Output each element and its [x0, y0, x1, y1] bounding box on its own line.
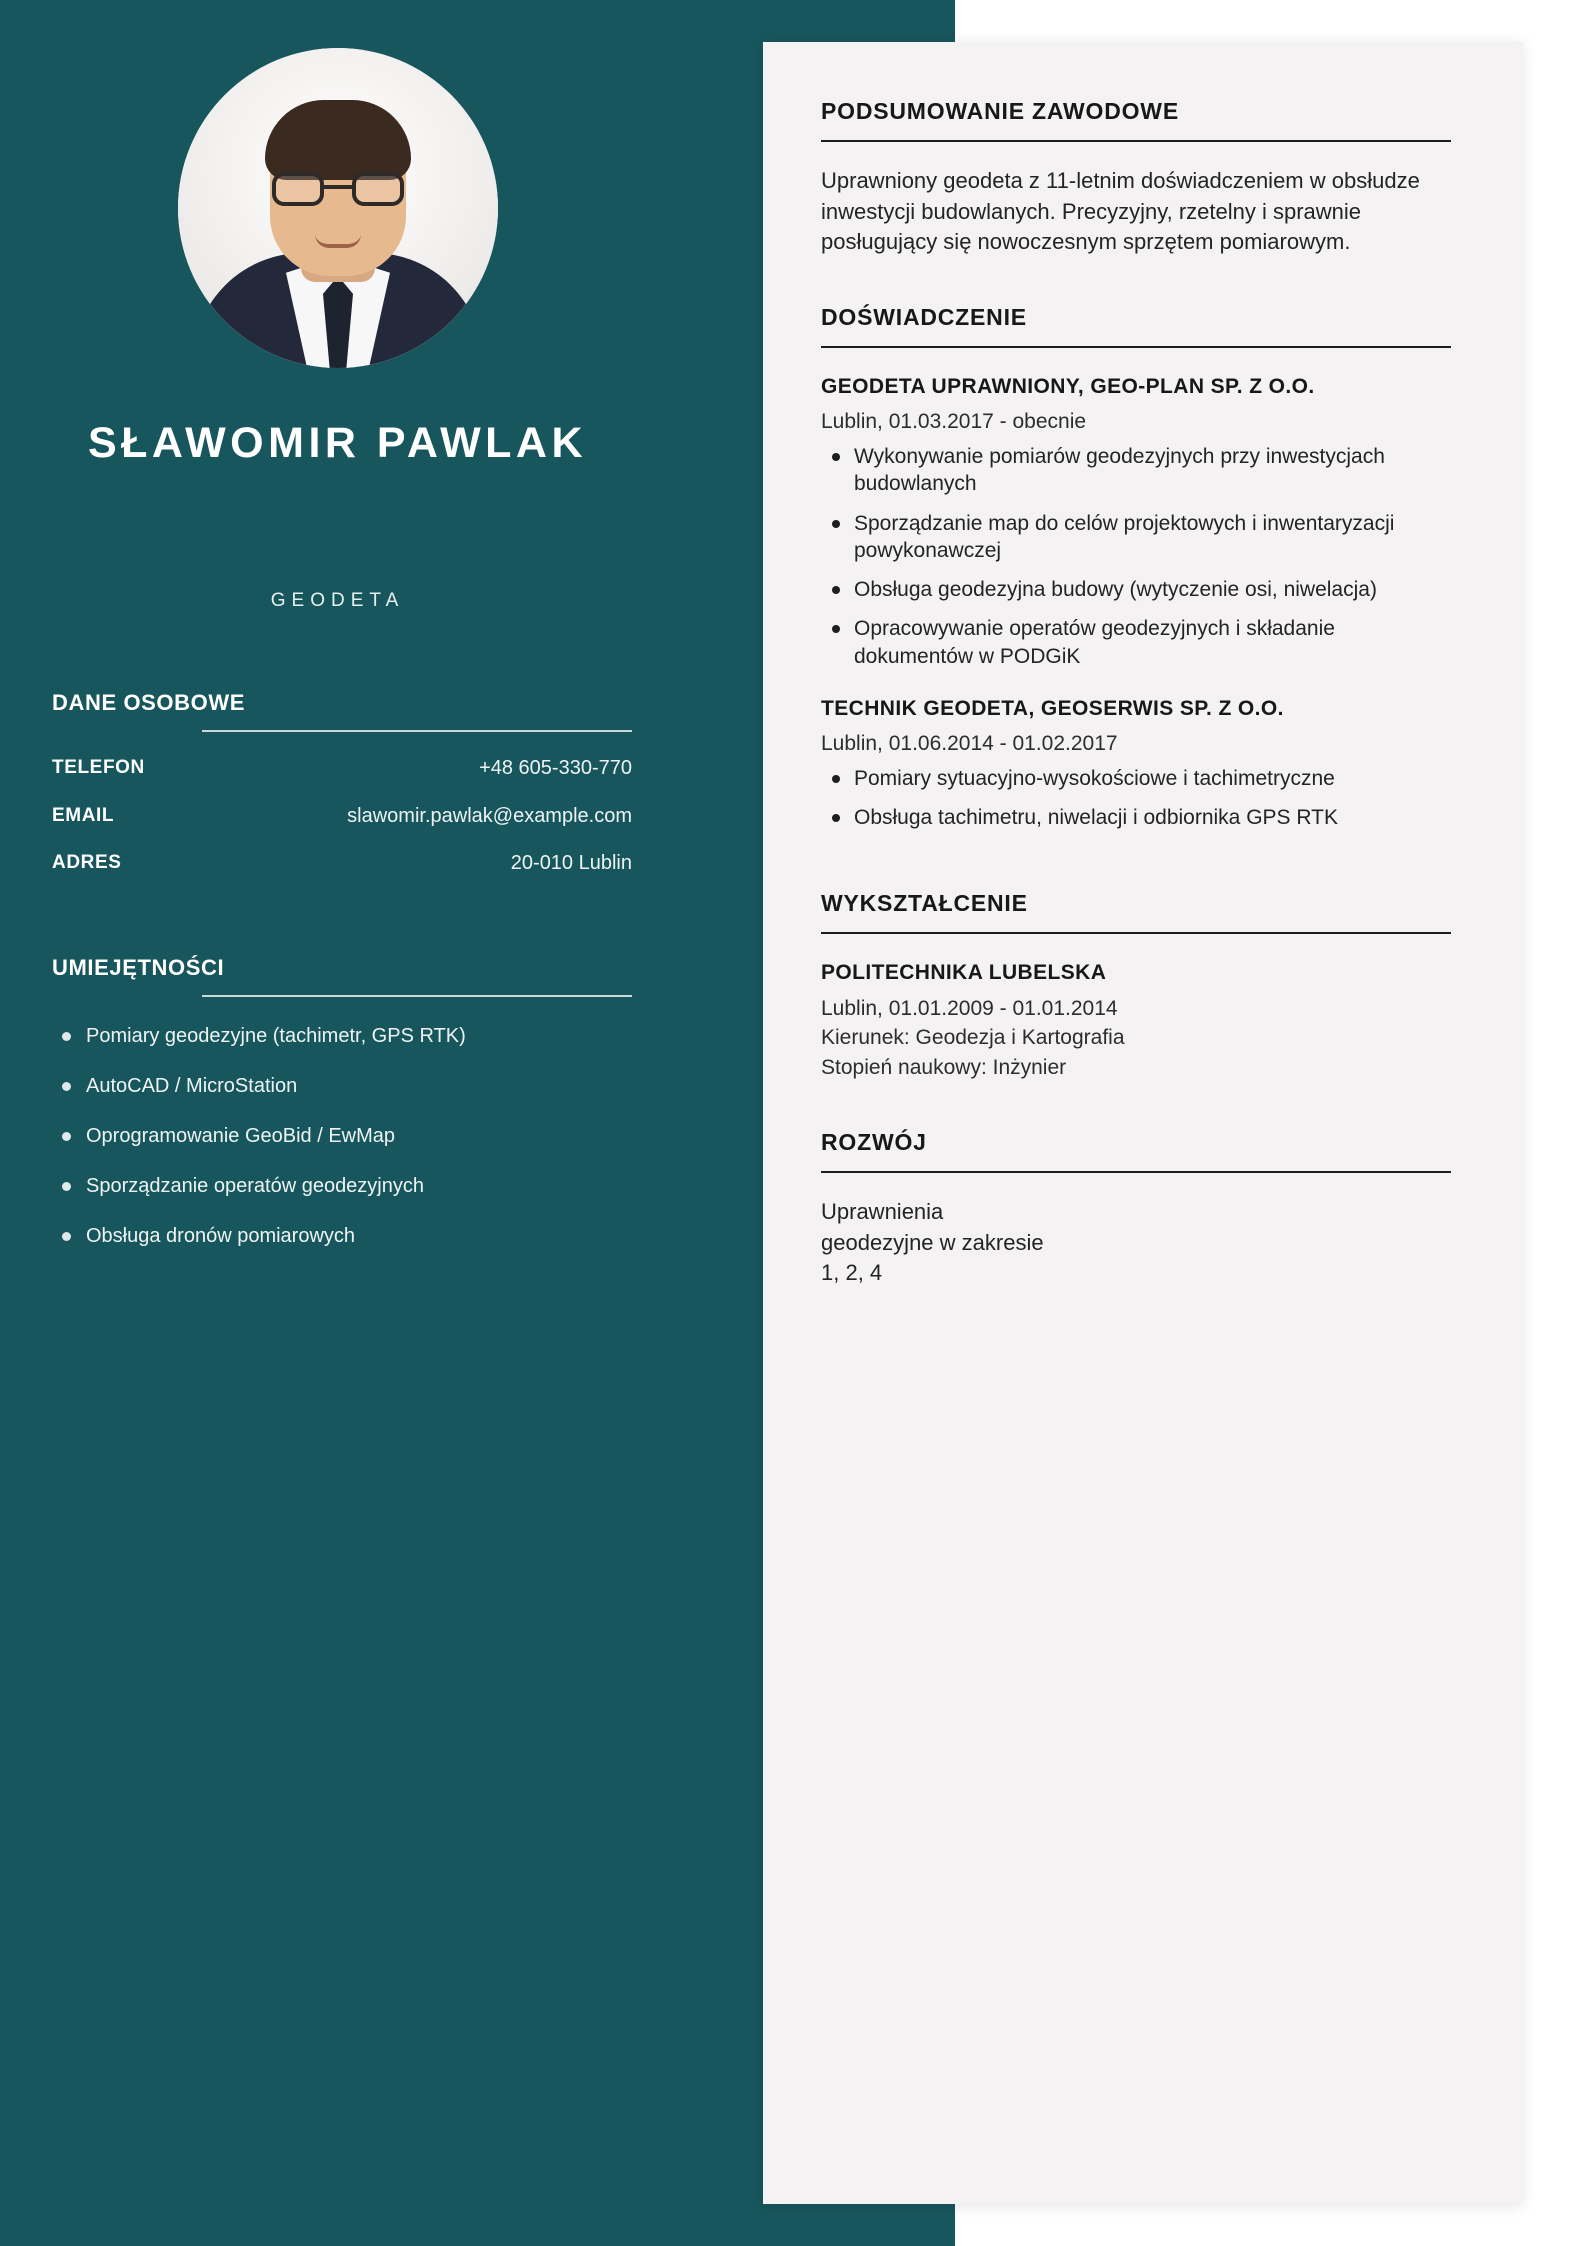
spacer	[821, 1083, 1451, 1129]
spacer	[821, 844, 1451, 890]
education-entry	[821, 960, 1451, 1083]
list-item: Obsługa tachimetru, niwelacji i odbiornika GPS RTK	[821, 804, 1451, 831]
experience-entry-bullets	[821, 765, 1451, 832]
development-heading: ROZWÓJ	[821, 1129, 927, 1156]
list-item: Obsługa geodezyjna budowy (wytyczenie osi, niwelacja)	[821, 576, 1451, 603]
glasses-bridge	[324, 185, 352, 189]
experience-entry	[821, 696, 1451, 832]
education-entry-field: Kierunek: Geodezja i Kartografia	[821, 1026, 1125, 1050]
personal-data-section	[52, 690, 632, 899]
summary-heading: PODSUMOWANIE ZAWODOWE	[821, 98, 1179, 124]
list-item: Pomiary geodezyjne (tachimetr, GPS RTK)	[52, 1023, 632, 1049]
contact-value-email: slawomir.pawlak@example.com	[347, 804, 632, 827]
education-heading: WYKSZTAŁCENIE	[821, 889, 1028, 916]
contact-label-telefon: TELEFON	[52, 757, 145, 778]
list-item: Wykonywanie pomiarów geodezyjnych przy inwestycjach budowlanych	[821, 443, 1451, 498]
profile-photo	[178, 48, 498, 368]
contact-row-telefon	[52, 756, 632, 782]
skills-heading: UMIEJĘTNOŚCI	[52, 955, 225, 980]
list-item: AutoCAD / MicroStation	[52, 1073, 632, 1099]
spacer	[821, 258, 1451, 304]
portrait-illustration	[178, 48, 498, 368]
glasses-icon	[272, 172, 404, 206]
education-divider	[821, 932, 1451, 934]
education-entry-title: POLITECHNIKA LUBELSKA	[821, 960, 1107, 984]
summary-section	[821, 98, 1451, 258]
main-content-card	[763, 42, 1523, 2204]
development-text: Uprawnienia geodezyjne w zakresie 1, 2, 4	[821, 1199, 1044, 1286]
summary-text: Uprawniony geodeta z 11-letnim doświadczeniem w obsłudze inwestycji budowlanych. Precyzyjny, rzetelny i sprawnie posługujący się nowoczesnym sprzętem pomiarowym.	[821, 168, 1420, 255]
experience-entry	[821, 374, 1451, 670]
full-name: SŁAWOMIR PAWLAK	[87, 419, 588, 467]
glasses-lens-left	[272, 172, 324, 206]
experience-heading: DOŚWIADCZENIE	[821, 303, 1027, 330]
summary-divider	[821, 140, 1451, 142]
experience-entry-bullets	[821, 443, 1451, 670]
education-entry-degree: Stopień naukowy: Inżynier	[821, 1056, 1067, 1080]
skills-list	[52, 1023, 632, 1249]
experience-section	[821, 304, 1451, 832]
experience-entry-meta: Lublin, 01.03.2017 - obecnie	[821, 409, 1087, 433]
list-item: Pomiary sytuacyjno-wysokościowe i tachimetryczne	[821, 765, 1451, 792]
list-item: Sporządzanie map do celów projektowych i inwentaryzacji powykonawczej	[821, 510, 1451, 565]
experience-entry-meta: Lublin, 01.06.2014 - 01.02.2017	[821, 731, 1118, 755]
contact-rows	[52, 756, 632, 877]
list-item: Opracowywanie operatów geodezyjnych i składanie dokumentów w PODGiK	[821, 615, 1451, 670]
development-divider	[821, 1171, 1451, 1173]
contact-value-telefon: +48 605-330-770	[479, 757, 632, 779]
education-section	[821, 890, 1451, 1083]
list-item: Oprogramowanie GeoBid / EwMap	[52, 1123, 632, 1149]
personal-data-divider	[202, 730, 632, 732]
contact-label-email: EMAIL	[52, 804, 115, 826]
contact-row-adres	[52, 851, 632, 877]
list-item: Sporządzanie operatów geodezyjnych	[52, 1173, 632, 1199]
glasses-lens-right	[352, 172, 404, 206]
experience-entry-title: TECHNIK GEODETA, GEOSERWIS SP. Z O.O.	[821, 696, 1284, 720]
skills-divider	[202, 995, 632, 997]
contact-value-adres: 20-010 Lublin	[510, 852, 632, 875]
skills-section	[52, 955, 632, 1273]
job-title: GEODETA	[270, 590, 405, 611]
contact-label-adres: ADRES	[52, 852, 122, 874]
development-section	[821, 1129, 1451, 1289]
contact-row-email	[52, 804, 632, 830]
experience-entry-title: GEODETA UPRAWNIONY, GEO-PLAN SP. Z O.O.	[821, 374, 1315, 398]
education-entry-meta: Lublin, 01.01.2009 - 01.01.2014	[821, 996, 1118, 1020]
experience-divider	[821, 346, 1451, 348]
personal-data-heading: DANE OSOBOWE	[52, 690, 245, 715]
portrait-smile	[315, 234, 361, 248]
list-item: Obsługa dronów pomiarowych	[52, 1223, 632, 1249]
